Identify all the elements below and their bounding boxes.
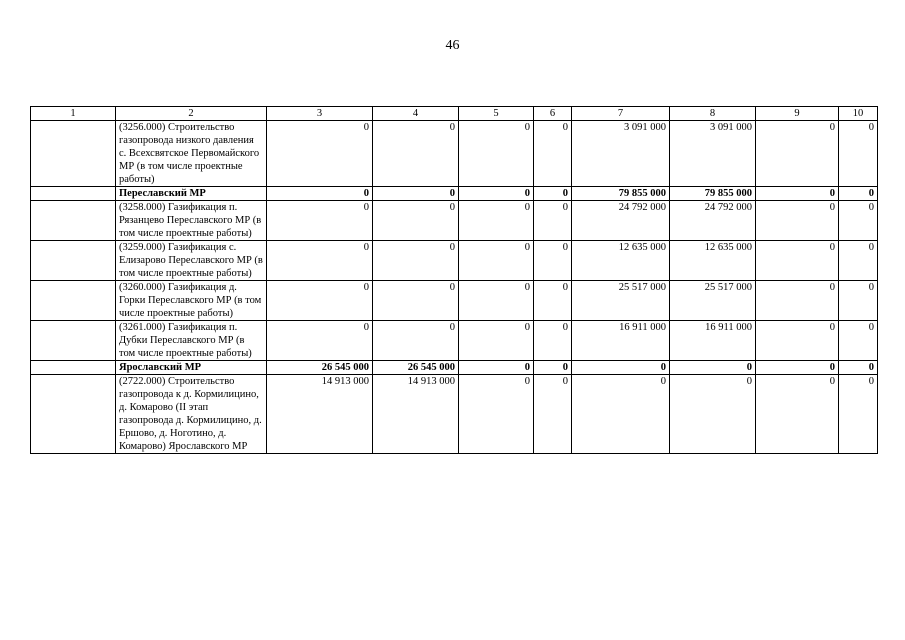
table-cell: 0 xyxy=(267,241,373,281)
table-cell: 12 635 000 xyxy=(670,241,756,281)
column-header: 5 xyxy=(459,107,534,121)
table-cell: 16 911 000 xyxy=(572,321,670,361)
table-cell: 0 xyxy=(459,361,534,375)
table-cell: 0 xyxy=(572,361,670,375)
table-cell: 0 xyxy=(756,241,839,281)
table-cell: 0 xyxy=(839,201,878,241)
table-cell: 14 913 000 xyxy=(373,375,459,454)
page-number: 46 xyxy=(445,38,460,53)
table-cell: 25 517 000 xyxy=(572,281,670,321)
table-cell: 0 xyxy=(459,201,534,241)
table-cell: 16 911 000 xyxy=(670,321,756,361)
table-cell: 0 xyxy=(839,187,878,201)
table-cell: 3 091 000 xyxy=(572,121,670,187)
table-row xyxy=(31,375,878,454)
table-cell xyxy=(31,121,116,187)
row-description: (3259.000) Газификация с. Елизарово Переславского МР (в том числе проектные работы) xyxy=(116,241,267,281)
table-cell: 0 xyxy=(534,361,572,375)
table-cell: 0 xyxy=(459,321,534,361)
table-cell: 14 913 000 xyxy=(267,375,373,454)
table-cell: 0 xyxy=(756,187,839,201)
table-cell: 0 xyxy=(373,241,459,281)
table-cell: 26 545 000 xyxy=(267,361,373,375)
table-cell xyxy=(31,361,116,375)
column-header: 6 xyxy=(534,107,572,121)
table-cell: 0 xyxy=(534,321,572,361)
column-header: 4 xyxy=(373,107,459,121)
budget-table xyxy=(30,106,878,454)
table-cell: 0 xyxy=(839,361,878,375)
table-cell: 0 xyxy=(534,375,572,454)
table-cell: 0 xyxy=(756,361,839,375)
table-cell: 0 xyxy=(373,321,459,361)
table-cell: 0 xyxy=(534,201,572,241)
table-cell: 0 xyxy=(267,201,373,241)
table-cell: 0 xyxy=(373,281,459,321)
table-cell xyxy=(31,201,116,241)
table-cell: 0 xyxy=(267,321,373,361)
row-description: (3258.000) Газификация п. Рязанцево Переславского МР (в том числе проектные работы) xyxy=(116,201,267,241)
row-description: (2722.000) Строительство газопровода к д. Кормилицино, д. Комарово (II этап газопровода д. Кормилицино, д. Ершово, д. Ноготино, д. Комарово) Ярославского МР xyxy=(116,375,267,454)
table-cell xyxy=(31,281,116,321)
table-cell: 0 xyxy=(373,201,459,241)
table-cell: 0 xyxy=(459,375,534,454)
table-cell: 0 xyxy=(839,375,878,454)
table-cell: 24 792 000 xyxy=(670,201,756,241)
column-header: 8 xyxy=(670,107,756,121)
table-cell: 0 xyxy=(373,187,459,201)
table-cell: 3 091 000 xyxy=(670,121,756,187)
row-description: Ярославский МР xyxy=(116,361,267,375)
table-cell: 0 xyxy=(459,121,534,187)
table-cell xyxy=(31,375,116,454)
column-header: 3 xyxy=(267,107,373,121)
table-cell: 24 792 000 xyxy=(572,201,670,241)
table-cell: 0 xyxy=(534,281,572,321)
table-row xyxy=(31,121,878,187)
table-cell: 0 xyxy=(839,121,878,187)
table-cell xyxy=(31,187,116,201)
subtotal-row xyxy=(31,187,878,201)
table-row xyxy=(31,241,878,281)
table-cell: 0 xyxy=(756,121,839,187)
column-header: 10 xyxy=(839,107,878,121)
table-cell: 0 xyxy=(267,187,373,201)
table-cell: 0 xyxy=(756,281,839,321)
table-cell xyxy=(31,241,116,281)
table-cell: 0 xyxy=(756,375,839,454)
column-header: 9 xyxy=(756,107,839,121)
table-cell: 0 xyxy=(459,241,534,281)
table-cell: 0 xyxy=(373,121,459,187)
row-description: (3260.000) Газификация д. Горки Переславского МР (в том числе проектные работы) xyxy=(116,281,267,321)
table-row xyxy=(31,281,878,321)
column-header-row xyxy=(31,107,878,121)
table-cell: 79 855 000 xyxy=(670,187,756,201)
subtotal-row xyxy=(31,361,878,375)
table-cell xyxy=(31,321,116,361)
column-header: 2 xyxy=(116,107,267,121)
table-cell: 0 xyxy=(839,241,878,281)
table-cell: 0 xyxy=(534,121,572,187)
table-cell: 0 xyxy=(756,201,839,241)
table-cell: 0 xyxy=(839,281,878,321)
table-cell: 0 xyxy=(459,187,534,201)
table-cell: 0 xyxy=(572,375,670,454)
table-cell: 0 xyxy=(839,321,878,361)
table-cell: 0 xyxy=(459,281,534,321)
table-cell: 12 635 000 xyxy=(572,241,670,281)
table-cell: 79 855 000 xyxy=(572,187,670,201)
table-cell: 0 xyxy=(267,121,373,187)
table-cell: 0 xyxy=(756,321,839,361)
table-cell: 26 545 000 xyxy=(373,361,459,375)
table-row xyxy=(31,201,878,241)
row-description: (3261.000) Газификация п. Дубки Переславского МР (в том числе проектные работы) xyxy=(116,321,267,361)
row-description: (3256.000) Строительство газопровода низкого давления с. Всехсвятское Первомайского МР (в том числе проектные работы) xyxy=(116,121,267,187)
table-cell: 0 xyxy=(534,241,572,281)
table-cell: 0 xyxy=(670,375,756,454)
column-header: 7 xyxy=(572,107,670,121)
table-cell: 0 xyxy=(534,187,572,201)
table-cell: 0 xyxy=(267,281,373,321)
column-header: 1 xyxy=(31,107,116,121)
row-description: Переславский МР xyxy=(116,187,267,201)
table-cell: 0 xyxy=(670,361,756,375)
table-row xyxy=(31,321,878,361)
table-cell: 25 517 000 xyxy=(670,281,756,321)
